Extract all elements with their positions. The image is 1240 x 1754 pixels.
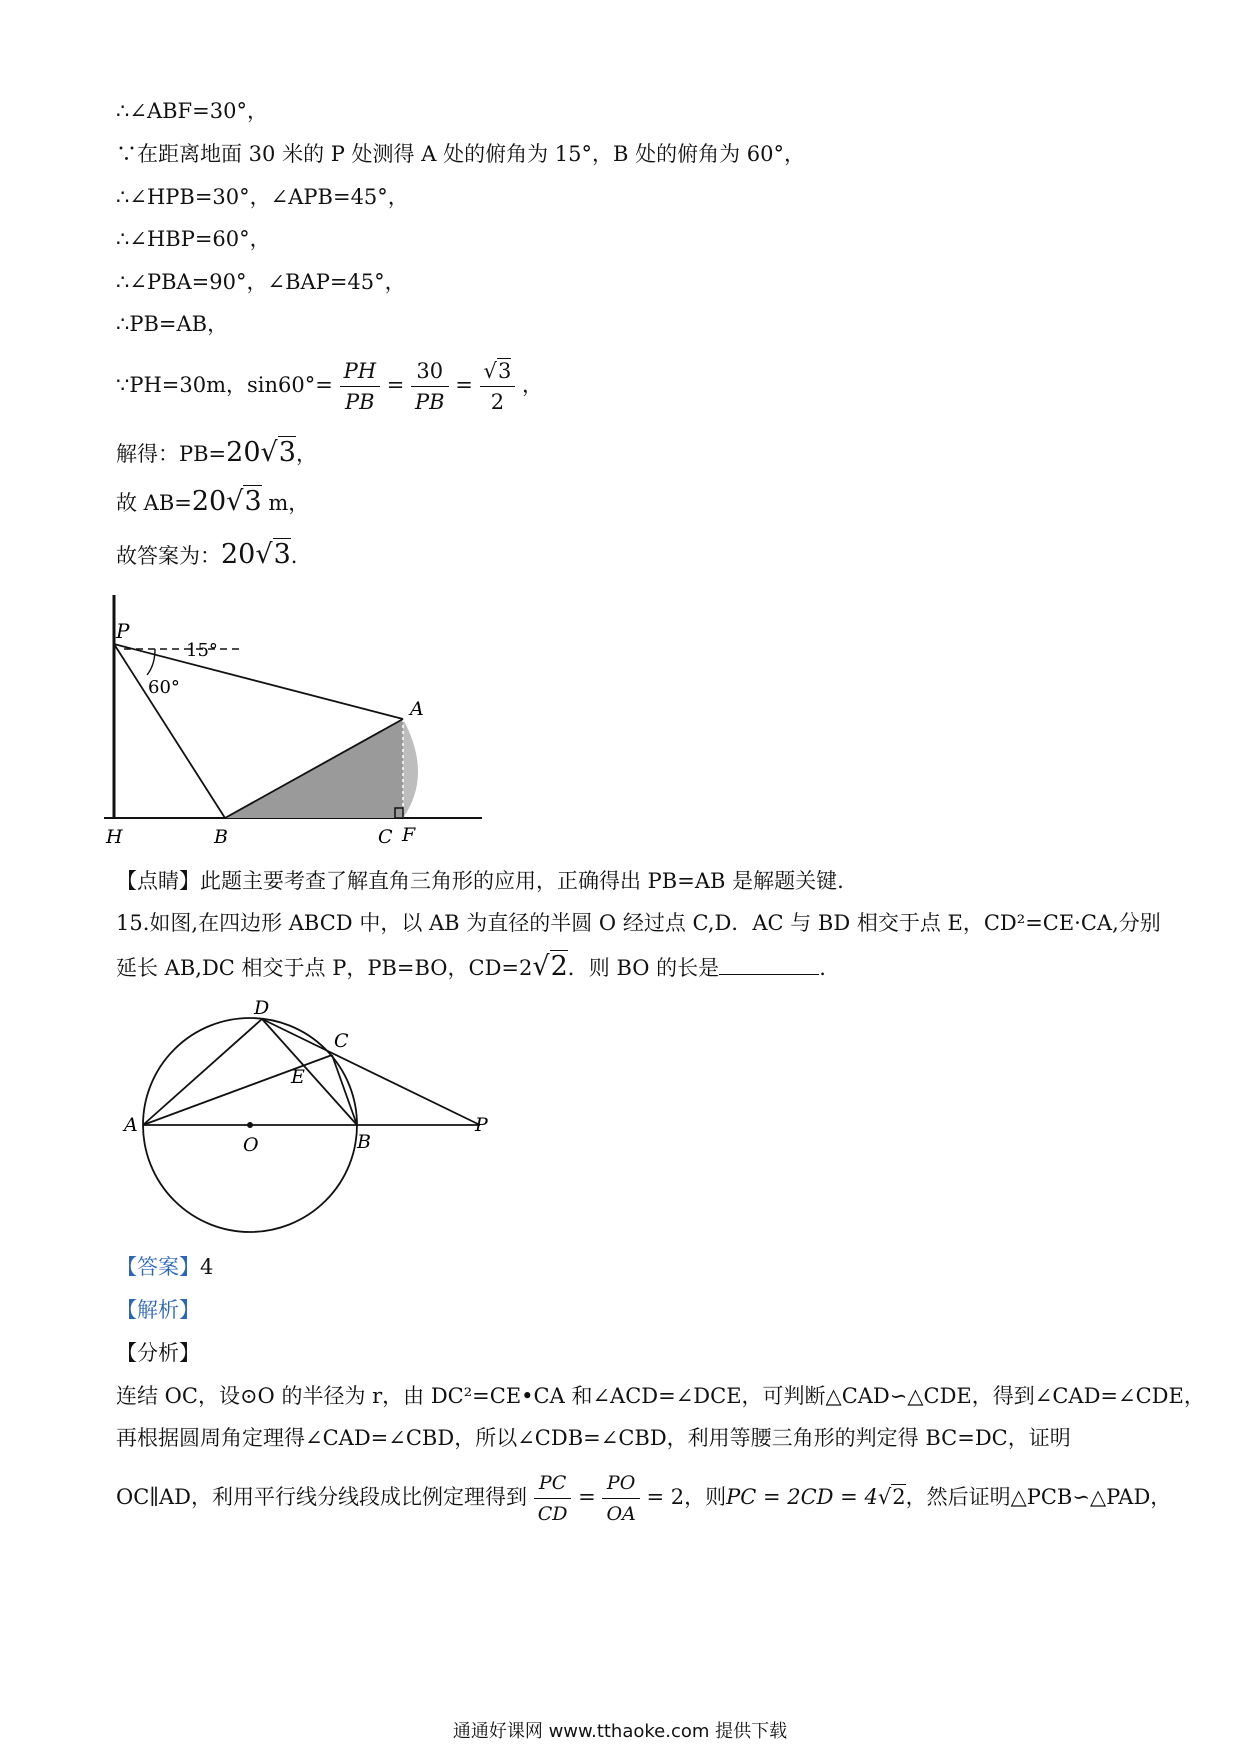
radicand: 2 [892, 1485, 906, 1509]
q15-line2-mid: ．则 BO 的长是 [567, 956, 720, 980]
label-15-degree: 15° [186, 640, 218, 661]
sqrt-sign: √ [877, 1485, 892, 1509]
radicand: 3 [278, 437, 296, 468]
line-ab-value [116, 486, 310, 517]
fraction-ph-pb [340, 356, 380, 417]
para3-formula: PC = 2CD = 4 [726, 1485, 878, 1509]
para3-prefix: OC∥AD，利用平行线分线段成比例定理得到 [116, 1485, 527, 1509]
radicand: 3 [244, 486, 262, 517]
sin60-prefix: ∵PH=30m，sin60°= [116, 373, 333, 397]
fraction-30-pb [411, 356, 449, 417]
sin60-suffix: ， [522, 373, 543, 397]
segment-ad [143, 1019, 262, 1125]
equals: = [386, 373, 405, 397]
fraction-num: 30 [411, 356, 449, 387]
fraction-num: PH [340, 356, 380, 387]
fraction-root3-2 [480, 356, 516, 417]
label-60-degree: 60° [148, 677, 180, 698]
page-footer: 通通好课网 www.tthaoke.com 提供下载 [452, 1721, 788, 1742]
comment-dianjing: 【点睛】此题主要考查了解直角三角形的应用，正确得出 PB=AB 是解题关键. [116, 869, 844, 893]
radicand: 3 [273, 539, 291, 570]
radicand: 3 [497, 359, 512, 383]
line-hbp: ∴∠HBP=60°， [116, 227, 271, 251]
line-given-angles: ∵在距离地面 30 米的 P 处测得 A 处的俯角为 15°，B 处的俯角为 60°， [116, 142, 805, 166]
question-15-line-2 [116, 951, 826, 982]
answer-line [116, 1254, 213, 1280]
ab-suffix: m， [261, 491, 310, 515]
answer-blank [719, 956, 819, 975]
fraction-num: PC [534, 1468, 572, 1499]
answer-value: 4 [200, 1255, 214, 1279]
center-point [247, 1122, 253, 1128]
segment-pb [114, 644, 225, 818]
question-15-line-1: 15.如图,在四边形 ABCD 中，以 AB 为直径的半圆 O 经过点 C,D．AC 与 BD 相交于点 E，CD²=CE·CA,分别 [116, 911, 1161, 935]
line-abf: ∴∠ABF=30°， [116, 99, 268, 123]
ab-prefix: 故 AB= [116, 491, 192, 515]
equals: = [578, 1485, 596, 1509]
line-pba: ∴∠PBA=90°，∠BAP=45°， [116, 270, 406, 294]
para3-eq2: = 2，则 [646, 1485, 727, 1509]
line-answer-1 [116, 539, 298, 570]
sqrt-sign: √ [226, 486, 244, 517]
coef: 20 [226, 437, 261, 468]
coef: 20 [191, 486, 227, 517]
solve-suffix: ， [295, 442, 317, 466]
analysis-label: 【解析】 [116, 1298, 200, 1322]
line-pb-ab: ∴PB=AB， [116, 312, 229, 336]
analysis-para-1: 连结 OC，设⊙O 的半径为 r，由 DC²=CE•CA 和∠ACD=∠DCE，可判断△CAD∽△CDE，得到∠CAD=∠CDE， [116, 1384, 1205, 1408]
answer-label: 【答案】 [116, 1255, 200, 1279]
label-p: P [475, 1114, 488, 1136]
fraction-num: PO [602, 1468, 639, 1499]
answer-prefix: 故答案为： [116, 544, 221, 568]
solve-prefix: 解得：PB= [116, 442, 227, 466]
label-f: F [402, 824, 416, 846]
analysis-para-2: 再根据圆周角定理得∠CAD=∠CBD，所以∠CDB=∠CBD，利用等腰三角形的判定得 BC=DC，证明 [116, 1426, 1071, 1450]
label-c: C [334, 1030, 349, 1052]
label-d: D [254, 997, 270, 1019]
equals: = [455, 373, 473, 397]
fraction-po-oa [602, 1468, 639, 1529]
label-p: P [116, 619, 130, 643]
label-b: B [214, 826, 228, 848]
radicand: 2 [550, 951, 568, 982]
segment-cb [332, 1055, 357, 1125]
q15-line2-end: . [819, 956, 826, 980]
sqrt-sign: √ [260, 437, 278, 468]
line-hpb: ∴∠HPB=30°，∠APB=45°， [116, 185, 409, 209]
line-solve-pb [116, 437, 317, 468]
fenxi-label: 【分析】 [116, 1341, 200, 1365]
answer-suffix: . [290, 544, 298, 568]
fraction-den: 2 [490, 390, 505, 414]
q15-line2-text: 延长 AB,DC 相交于点 P，PB=BO，CD=2 [116, 956, 533, 980]
label-a: A [124, 1114, 138, 1136]
label-o: O [243, 1134, 259, 1156]
label-b: B [357, 1131, 371, 1153]
fraction-num: √3 [480, 356, 516, 387]
figure-1 [100, 585, 490, 850]
line-sin60 [116, 356, 543, 417]
label-a: A [410, 698, 424, 720]
analysis-para-3 [116, 1468, 1171, 1529]
sqrt-sign: √ [532, 951, 550, 982]
fraction-den: OA [606, 1503, 636, 1525]
coef: 20 [221, 539, 256, 570]
figure-2 [100, 995, 510, 1255]
label-e: E [291, 1066, 305, 1088]
sqrt-sign: √ [255, 539, 273, 570]
fraction-den: PB [415, 390, 445, 414]
para3-suffix: ，然后证明△PCB∽△PAD， [905, 1485, 1172, 1509]
label-h: H [106, 826, 123, 848]
shaded-bulge [403, 719, 418, 818]
fraction-den: CD [537, 1503, 568, 1525]
fraction-pc-cd [534, 1468, 572, 1529]
label-c: C [378, 826, 393, 848]
fraction-den: PB [345, 390, 375, 414]
